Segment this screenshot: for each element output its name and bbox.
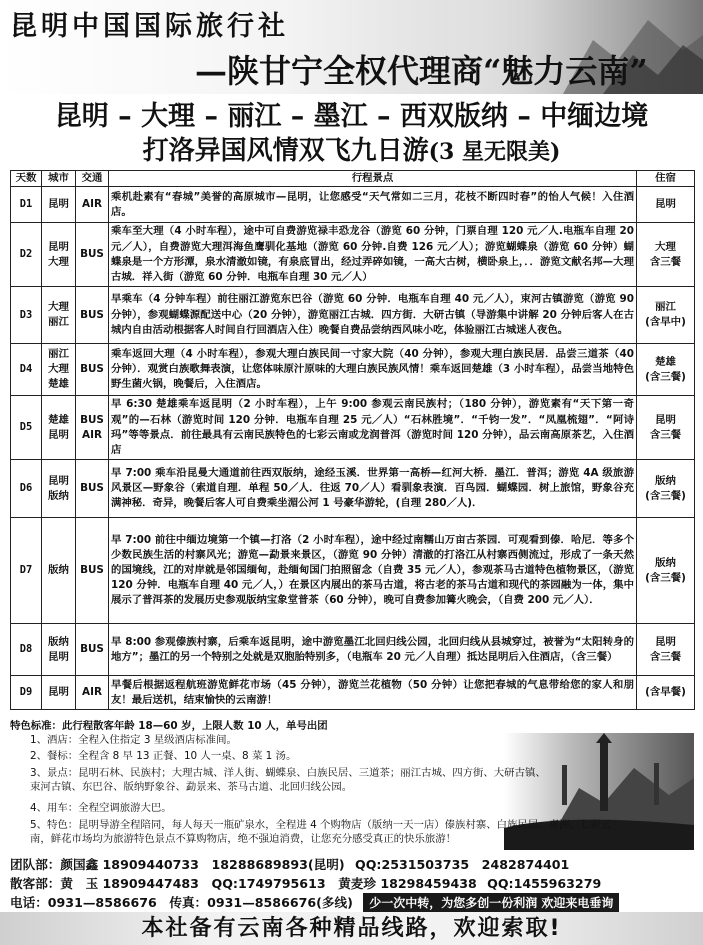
route-title: 昆明 – 大理 – 丽江 – 墨江 – 西双版纳 – 中缅边境 [54,101,649,132]
hotel-cell [637,518,695,624]
city-text: 版纳 昆明 [48,635,69,663]
transport-text: BUS [80,482,104,495]
features-standard: 特色标准：此行程散客年龄 18—60 岁，上限人数 10 人，单号出团 [10,720,328,732]
tour-title-tag: (3 星无限美) [428,139,561,165]
day-cell: D1 [11,187,42,223]
tour-title-main: 打洛异国风情双飞九日游 [142,136,429,166]
hotel-text: 版纳 (含三餐) [645,474,686,502]
note-sights: 3、景点：昆明石林、民族村；大理古城、洋人街、蝴蝶泉、白族民居、三道茶；丽江古城、四方街、大研古镇、束河古镇、东巴谷、版纳野象谷、勐景来、茶马古道、北回归线公园。 [30,767,546,793]
transport-cell [76,396,109,460]
day-cell: D3 [11,287,42,344]
city-cell [42,460,76,518]
header-city: 城市 [42,171,76,187]
note-hotel: 1、酒店：全程入住指定 3 星级酒店标准间。 [30,734,237,746]
agency-line: —陕甘宁全权代理商“魅力云南” [195,52,648,90]
company-name: 昆明中国国际旅行社 [10,11,289,42]
transport-text: BUS [80,643,104,656]
city-cell [42,518,76,624]
city-cell [42,624,76,676]
table-row [11,518,695,624]
header-banner [0,0,703,94]
hotel-text: (含早餐) [645,686,686,699]
note-features: 5、特色：昆明导游全程陪同，每人每天一瓶矿泉水，全程进 4 个购物店（版纳一天一店）傣族村寨、白族民居、喜洲、七彩云南，鲜花市场均为旅游特色景点不算购物店，绝不强迫消费，让您充分感受真正的快乐旅游！ [30,819,611,845]
hotel-cell [637,460,695,518]
city-text: 昆明 大理 [48,240,69,268]
table-row [11,460,695,518]
fit-dept-contact: 散客部：黄 玉 18909447483 QQ:1749795613 黄麦珍 18298459438 [10,876,477,891]
day-cell: D6 [11,460,42,518]
transport-cell [76,460,109,518]
hotel-text: 大理 含三餐 [649,240,682,268]
day-cell: D7 [11,518,42,624]
city-cell [42,187,76,223]
slogan-badge: 少一次中转，为您多创一份利润 欢迎来电垂询 [363,893,619,912]
header-hotel: 住宿 [637,171,695,187]
hotel-cell [637,396,695,460]
transport-cell [76,344,109,396]
city-text: 版纳 [48,564,69,577]
itinerary-cell: 早乘车（4 分钟车程）前往丽江游览东巴谷（游览 60 分钟．电瓶车自理 40 元／人），束河古镇游览（游览 90 分钟），参观蝴蝶源配送中心（20 分钟），游览丽江古城．四方街．大研古镇（导游集中讲解 20 分钟后客人在古城内自由活动根据客人时间自行回酒店入住）晚餐自费品尝纳西风味小吃，体验丽江古城迷人夜色。 [109,287,637,344]
table-row [11,287,695,344]
city-text: 大理 丽江 [48,301,69,329]
day-cell: D4 [11,344,42,396]
city-cell [42,344,76,396]
fit-dept-qq: QQ:1455963279 [487,876,602,891]
city-cell [42,287,76,344]
itinerary-cell: 乘车返回大理（4 小时车程），参观大理白族民间一寸家大院（40 分钟），参观大理白族民居．品尝三道茶（40 分钟）．观赏白族歌舞表演，让您体味原汁原味的大理白族民族风情！乘车返回楚雄（3 小时车程），品尝当地特色野生菌火锅，晚餐后，入住酒店。 [109,344,637,396]
table-row [11,396,695,460]
hotel-cell [637,624,695,676]
transport-cell [76,287,109,344]
table-row [11,676,695,710]
itinerary-cell: 早餐后根据返程航班游览鲜花市场（45 分钟），游览兰花植物（50 分钟）让您把春城的气息带给您的家人和朋友！最后送机，结束愉快的云南游！ [109,676,637,710]
city-cell [42,396,76,460]
city-text: 楚雄 昆明 [48,413,69,441]
itinerary-cell: 乘机赴素有“春城”美誉的高原城市—昆明，让您感受“天气常如二三月，花枝不断四时春”的怡人气候！入住酒店。 [109,187,637,223]
city-text: 昆明 版纳 [48,474,69,502]
itinerary-cell: 乘车至大理（4 小时车程），途中可自费游览禄丰恐龙谷（游览 60 分钟，门票自理 120 元／人.电瓶车自理 20 元／人），自费游览大理洱海鱼鹰驯化基地（游览 60 分钟.自费 126 元／人）；游览蝴蝶泉（游览 60 分钟）蝴蝶泉是一个方形潭，泉水清澈如镜，有泉底冒出，经过弄碎如镜，一高大古树，横卧泉上，．．游览文献名邦—大理古城．祥入街（游览 60 分钟．电瓶车自理 30 元／人） [109,223,637,287]
transport-cell [76,223,109,287]
itinerary-cell: 早 8:00 参观傣族村寨，后乘车返昆明，途中游览墨江北回归线公园，北回归线从县城穿过，被誉为“太阳转身的地方”；墨江的另一个特别之处就是双胞胎特别多，（电瓶车 20 元／人自理）抵达昆明后入住酒店，（含三餐） [109,624,637,676]
hotel-text: 版纳 (含三餐) [645,556,686,584]
day-cell: D8 [11,624,42,676]
transport-text: BUS [80,248,104,261]
transport-text: BUS [80,564,104,577]
city-cell [42,676,76,710]
itinerary-cell: 早 7:00 前往中缅边境第一个镇—打洛（2 小时车程），途中经过南糯山万亩古茶园．可观看到傣．哈尼．等多个少数民族生活的村寨风光；游览—勐景来景区，（游览 90 分钟）清澈的打洛江从村寨西侧流过，形成了一条天然的国境线，江的对岸就是邻国缅甸，赴缅甸国门拍照留念（自费 35 元／人），参观茶马古道特色植物景区，（游览 120 分钟．电瓶车自理 40 元／人，）在景区内展出的茶马古道，将古老的茶马古道和现代的茶园融为一体，集中展示了普洱茶的发展历史参观版纳宝象堂普茶（60 分钟），晚可自费参加篝火晚会，（自费 200 元／人）． [109,518,637,624]
hotel-text: 昆明 [655,198,676,211]
note-vehicle: 4、用车：全程空调旅游大巴。 [30,802,172,814]
transport-text: AIR [82,686,102,699]
header-day: 天数 [11,171,42,187]
table-row [11,223,695,287]
hotel-cell [637,187,695,223]
notes-section [10,733,694,850]
transport-text: BUS AIR [80,413,104,441]
transport-text: BUS [80,308,104,321]
header-transport: 交通 [76,171,109,187]
table-row [11,344,695,396]
hotel-cell [637,344,695,396]
table-row [11,624,695,676]
day-cell: D2 [11,223,42,287]
transport-cell [76,518,109,624]
hotel-cell [637,676,695,710]
fit-dept-row [10,873,694,892]
table-header-row [11,171,695,187]
city-cell [42,223,76,287]
itinerary-table [10,170,695,710]
transport-text: AIR [82,198,102,211]
header-itinerary: 行程景点 [109,171,637,187]
team-dept-contact: 团队部：颜国鑫 18909440733 18288689893(昆明) [10,857,345,872]
phone-fax: 电话：0931—8586676 传真：0931—8586676(多线) [10,895,353,910]
city-text: 昆明 [48,686,69,699]
note-meals: 2、餐标：全程含 8 早 13 正餐、10 人一桌、8 菜 1 汤。 [30,750,297,762]
city-text: 昆明 [48,198,69,211]
transport-cell [76,676,109,710]
team-dept-qq: QQ:2531503735 2482874401 [355,857,570,872]
phone-row [10,892,694,912]
team-dept-row [10,854,694,873]
transport-text: BUS [80,363,104,376]
footer-banner: 本社备有云南各种精品线路，欢迎索取! [0,912,703,945]
hotel-cell [637,223,695,287]
hotel-text: 丽江 (含早中) [645,301,686,329]
transport-cell [76,624,109,676]
table-row [11,187,695,223]
hotel-text: 昆明 含三餐 [649,413,682,441]
itinerary-cell: 早 6:30 楚雄乘车返昆明（2 小时车程），上午 9:00 参观云南民族村；（180 分钟），游览素有“天下第一奇观”的—石林（游览时间 120 分钟．电瓶车自理 25 元／人）“石林胜境”．“千钧一发”．“凤凰梳翅”．“阿诗玛”等等景点．前往最具有云南民族特色的七彩云南或龙润普洱（游览时间 120 分钟），品云南高原茶艺，入住酒店 [109,396,637,460]
hotel-text: 昆明 含三餐 [649,635,682,663]
hotel-text: 楚雄 (含三餐) [645,355,686,383]
itinerary-cell: 早 7:00 乘车沿昆曼大通道前往西双版纳，途经玉溪．世界第一高桥—红河大桥．墨江．普洱；游览 4A 级旅游风景区—野象谷（索道自理．单程 50／人．往返 70／人）看驯象表演．百鸟园．蝴蝶园．树上旅馆，野象谷充满神秘．奇异，晚餐后客人可自费乘坐湄公河 1 号豪华游轮，(自理 280／人)． [109,460,637,518]
day-cell: D9 [11,676,42,710]
transport-cell [76,187,109,223]
hotel-cell [637,287,695,344]
day-cell: D5 [11,396,42,460]
tour-title [0,130,703,167]
city-text: 丽江 大理 楚雄 [48,347,69,391]
